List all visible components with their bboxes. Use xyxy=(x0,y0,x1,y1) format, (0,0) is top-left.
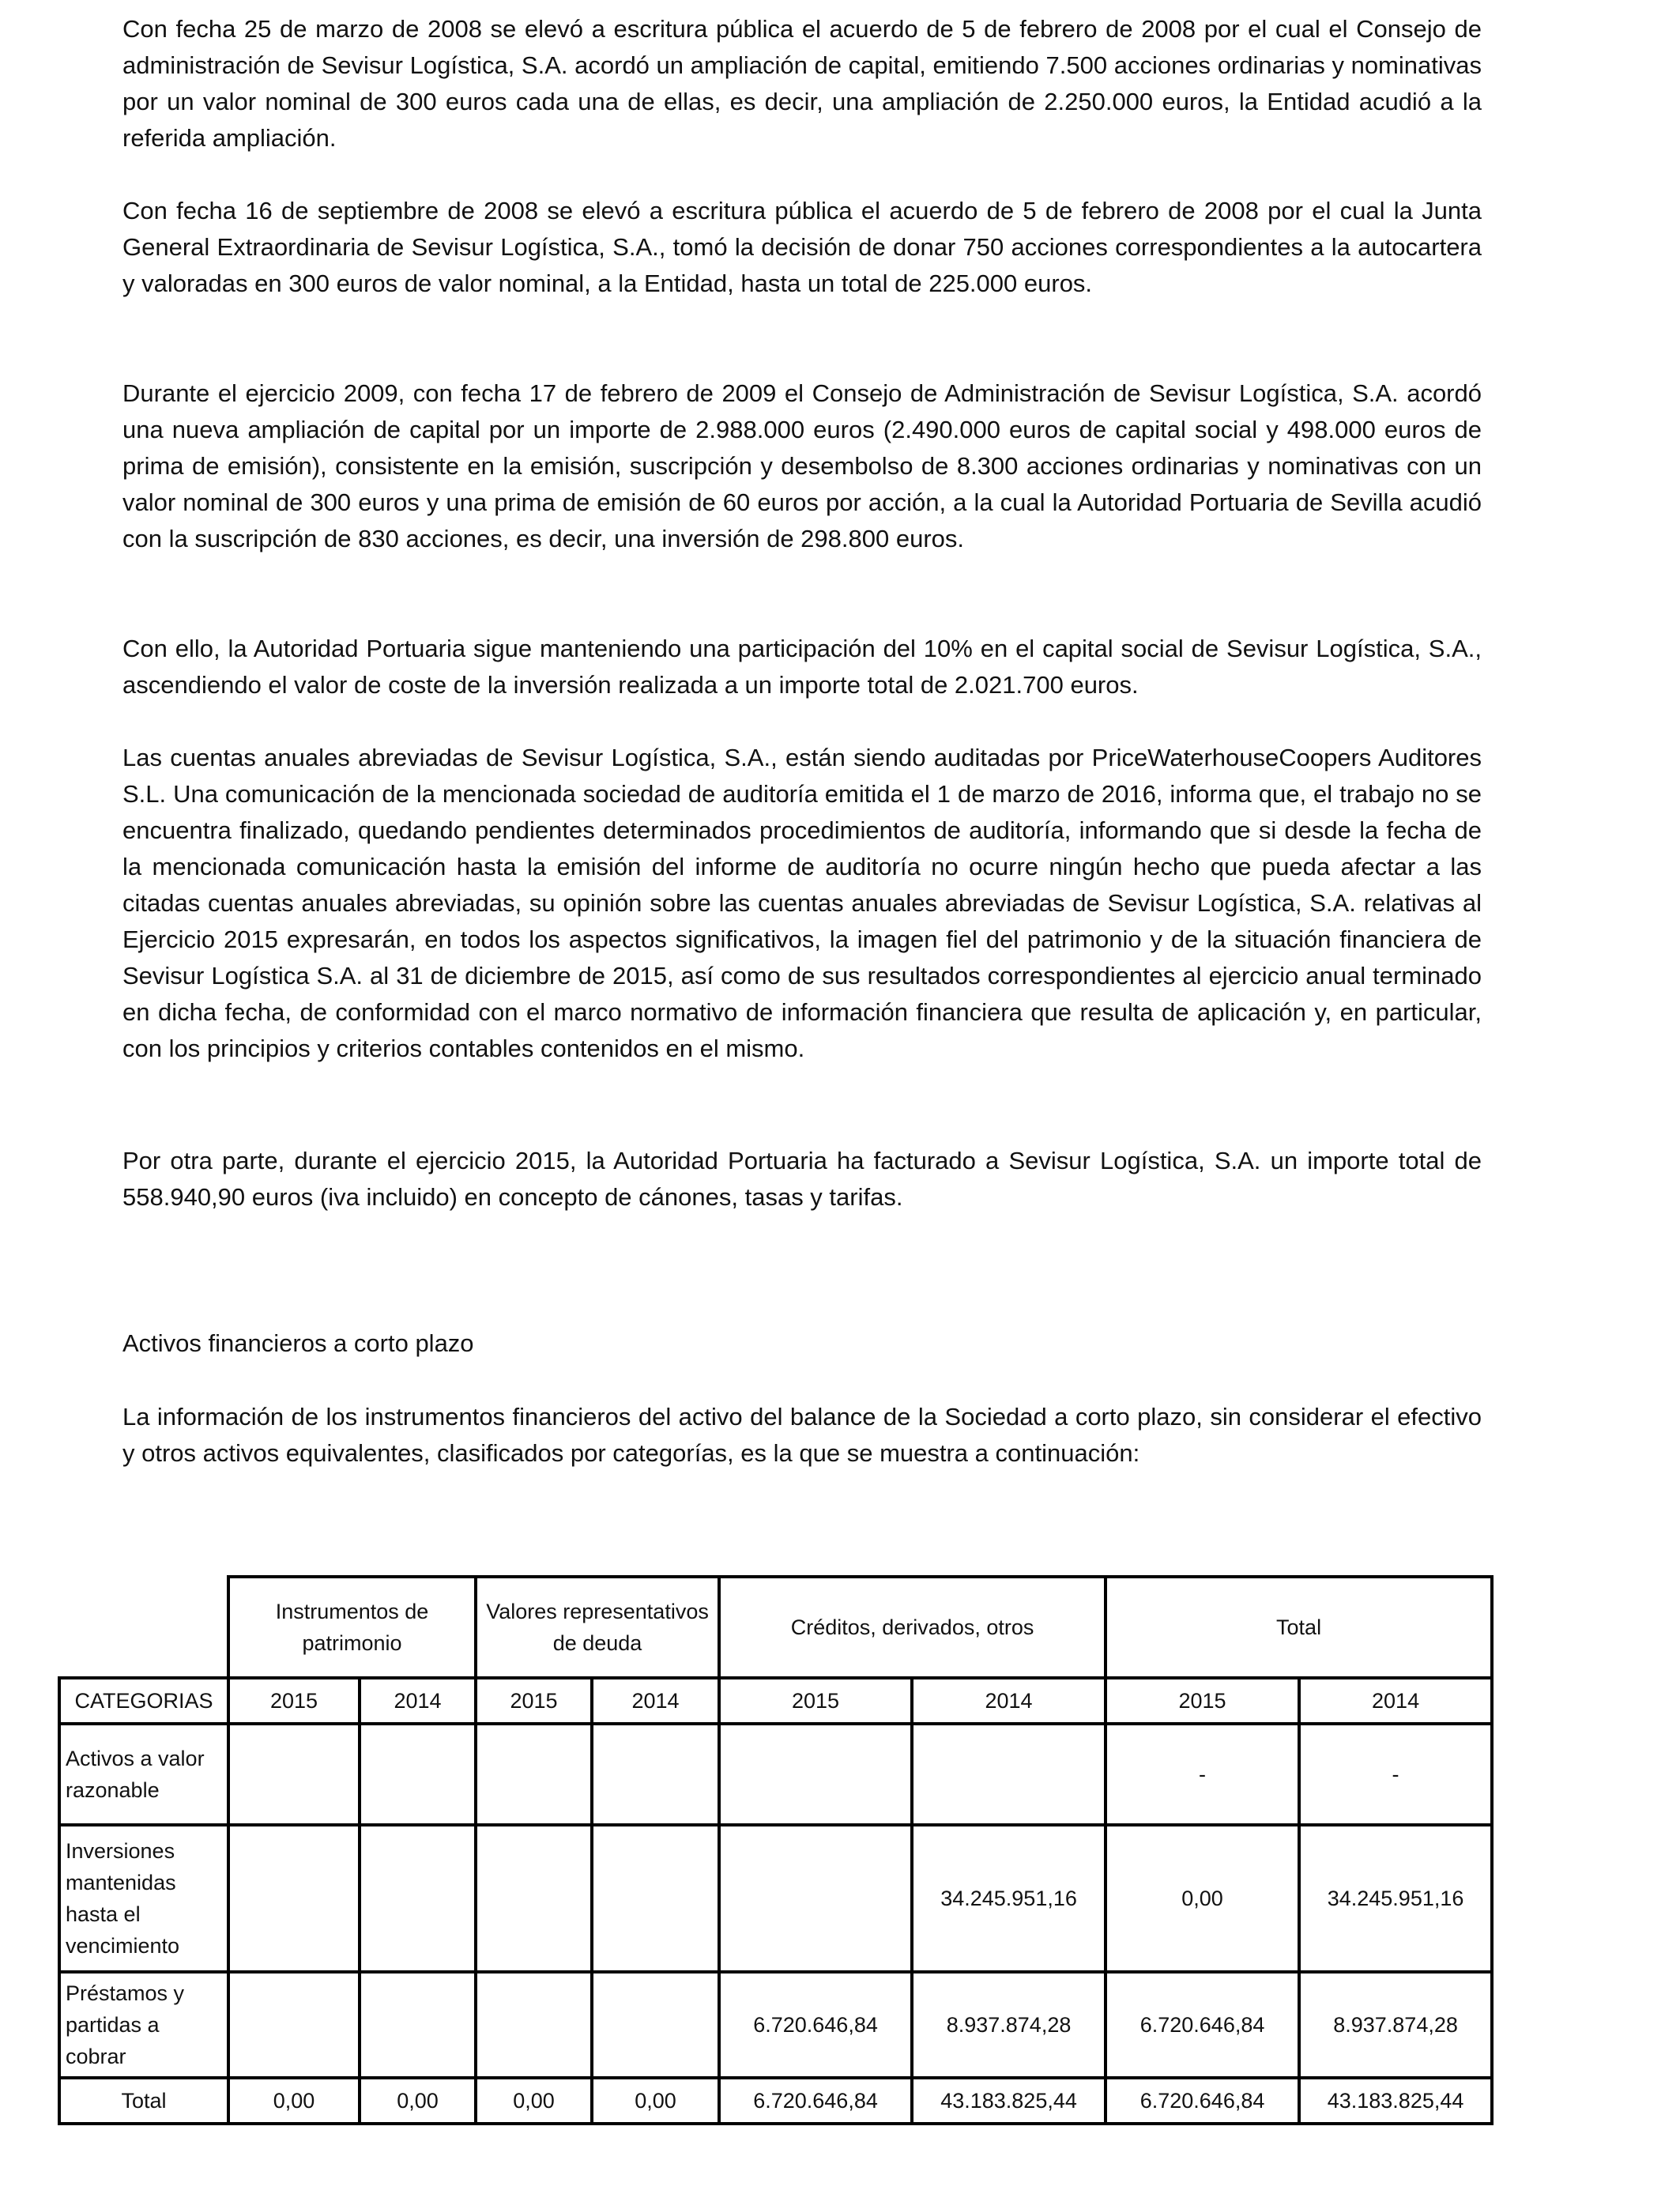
value-cell xyxy=(228,1724,360,1825)
value-cell xyxy=(360,1972,476,2078)
row-label: Activos a valor razonable xyxy=(59,1724,228,1825)
value-cell: - xyxy=(1106,1724,1299,1825)
total-cell: 6.720.646,84 xyxy=(1106,2078,1299,2124)
value-cell: 6.720.646,84 xyxy=(719,1972,912,2078)
year-cell: 2015 xyxy=(476,1678,592,1724)
paragraph-ampliacion-2008: Con fecha 25 de marzo de 2008 se elevó a escritura pública el acuerdo de 5 de febrero de 2008 por el cual el Consejo de administración de Sevisur Logística, S.A. acordó un ampliación de capital, emitiendo 7.500 acciones ordinarias y nominativas por un valor nominal de 300 euros cada una de ellas, es decir, una ampliación de 2.250.000 euros, la Entidad acudió a la referida ampliación. xyxy=(122,15,1482,152)
total-cell: 6.720.646,84 xyxy=(719,2078,912,2124)
total-row xyxy=(59,2078,1492,2124)
paragraph-participacion: Con ello, la Autoridad Portuaria sigue manteniendo una participación del 10% en el capital social de Sevisur Logística, S.A., ascendiendo el valor de coste de la inversión realizada a un importe total de 2.021.700 euros. xyxy=(122,635,1482,699)
value-cell: 8.937.874,28 xyxy=(1299,1972,1492,2078)
value-cell xyxy=(719,1825,912,1972)
paragraph-facturacion: Por otra parte, durante el ejercicio 2015, la Autoridad Portuaria ha facturado a Sevisur Logística, S.A. un importe total de 558.940,90 euros (iva incluido) en concepto de cánones, tasas y tarifas. xyxy=(122,1147,1482,1211)
value-cell xyxy=(912,1724,1106,1825)
row-label-total: Total xyxy=(59,2078,228,2124)
table-row xyxy=(59,1972,1492,2078)
value-cell xyxy=(476,1724,592,1825)
table-row xyxy=(59,1825,1492,1972)
total-cell: 0,00 xyxy=(592,2078,719,2124)
row-label: Préstamos y partidas a cobrar xyxy=(59,1972,228,2078)
total-cell: 43.183.825,44 xyxy=(912,2078,1106,2124)
paragraph-auditoria: Las cuentas anuales abreviadas de Sevisur Logística, S.A., están siendo auditadas por PriceWaterhouseCoopers Auditores S.L. Una comunicación de la mencionada sociedad de auditoría emitida el 1 de marzo de 2016, informa que, el trabajo no se encuentra finalizado, quedando pendientes determinados procedimientos de auditoría, informando que si desde la fecha de la mencionada comunicación hasta la emisión del informe de auditoría no ocurre ningún hecho que pueda afectar a las citadas cuentas anuales abreviadas, su opinión sobre las cuentas anuales abreviadas de Sevisur Logística, S.A. relativas al Ejercicio 2015 expresarán, en todos los aspectos significativos, la imagen fiel del patrimonio y de la situación financiera de Sevisur Logística S.A. al 31 de diciembre de 2015, así como de sus resultados correspondientes al ejercicio anual terminado en dicha fecha, de conformidad con el marco normativo de información financiera que resulta de aplicación y, en particular, con los principios y criterios contables contenidos en el mismo. xyxy=(122,744,1482,1062)
paragraph-donacion-acciones: Con fecha 16 de septiembre de 2008 se elevó a escritura pública el acuerdo de 5 de febrero de 2008 por el cual la Junta General Extraordinaria de Sevisur Logística, S.A., tomó la decisión de donar 750 acciones correspondientes a la autocartera y valoradas en 300 euros de valor nominal, a la Entidad, hasta un total de 225.000 euros. xyxy=(122,197,1482,297)
value-cell xyxy=(360,1724,476,1825)
year-cell: 2014 xyxy=(912,1678,1106,1724)
total-cell: 43.183.825,44 xyxy=(1299,2078,1492,2124)
paragraph-ampliacion-2009: Durante el ejercicio 2009, con fecha 17 de febrero de 2009 el Consejo de Administración de Sevisur Logística, S.A. acordó una nueva ampliación de capital por un importe de 2.988.000 euros (2.490.000 euros de capital social y 498.000 euros de prima de emisión), consistente en la emisión, suscripción y desembolso de 8.300 acciones ordinarias y nominativas con un valor nominal de 300 euros y una prima de emisión de 60 euros por acción, a la cual la Autoridad Portuaria de Sevilla acudió con la suscripción de 830 acciones, es decir, una inversión de 298.800 euros. xyxy=(122,379,1482,552)
value-cell: 34.245.951,16 xyxy=(912,1825,1106,1972)
value-cell xyxy=(476,1972,592,2078)
row-label: Inversiones mantenidas hasta el vencimiento xyxy=(59,1825,228,1972)
value-cell: 6.720.646,84 xyxy=(1106,1972,1299,2078)
group-header-valores: Valores representativos de deuda xyxy=(476,1577,719,1678)
value-cell: 8.937.874,28 xyxy=(912,1972,1106,2078)
section-intro: La información de los instrumentos financieros del activo del balance de la Sociedad a corto plazo, sin considerar el efectivo y otros activos equivalentes, clasificados por categorías, es la que se muestra a continuación: xyxy=(122,1403,1482,1467)
group-header-total: Total xyxy=(1106,1577,1492,1678)
year-cell: 2015 xyxy=(1106,1678,1299,1724)
categorias-label: CATEGORIAS xyxy=(59,1678,228,1724)
group-header-creditos: Créditos, derivados, otros xyxy=(719,1577,1106,1678)
year-cell: 2014 xyxy=(360,1678,476,1724)
value-cell xyxy=(360,1825,476,1972)
table-row xyxy=(59,1724,1492,1825)
value-cell xyxy=(228,1972,360,2078)
value-cell xyxy=(592,1724,719,1825)
value-cell xyxy=(476,1825,592,1972)
financial-assets-table xyxy=(58,1575,1494,2125)
empty-corner-cell xyxy=(59,1577,228,1678)
total-cell: 0,00 xyxy=(228,2078,360,2124)
year-cell: 2014 xyxy=(1299,1678,1492,1724)
value-cell xyxy=(719,1724,912,1825)
group-header-row xyxy=(59,1577,1492,1678)
value-cell: 0,00 xyxy=(1106,1825,1299,1972)
year-cell: 2015 xyxy=(719,1678,912,1724)
value-cell: 34.245.951,16 xyxy=(1299,1825,1492,1972)
total-cell: 0,00 xyxy=(360,2078,476,2124)
value-cell xyxy=(592,1972,719,2078)
value-cell: - xyxy=(1299,1724,1492,1825)
year-cell: 2015 xyxy=(228,1678,360,1724)
year-header-row xyxy=(59,1678,1492,1724)
group-header-instrumentos: Instrumentos de patrimonio xyxy=(228,1577,476,1678)
total-cell: 0,00 xyxy=(476,2078,592,2124)
year-cell: 2014 xyxy=(592,1678,719,1724)
value-cell xyxy=(592,1825,719,1972)
section-heading: Activos financieros a corto plazo xyxy=(122,1329,474,1357)
value-cell xyxy=(228,1825,360,1972)
